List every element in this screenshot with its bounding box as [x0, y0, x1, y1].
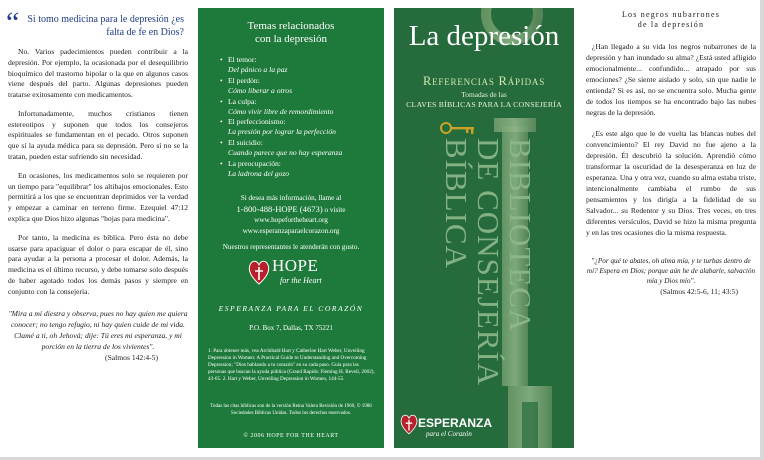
- vertical-series-text: DE CONSEJERÍA: [471, 138, 506, 387]
- scrollbar[interactable]: [760, 0, 764, 460]
- paragraph: ¿Han llegado a su vida los negros nubarrones de la depresión y han inundado su alma? ¿Está usted afligido emocionalmente... confundido... atrapado por sus emociones? ¿Se siente aislado y solo, sin que nadie le entienda? Si es así, no se encuentra solo. Mucha gente de todos los tiempos se ha encontrado bajo las nubes negras de la depresión.: [586, 41, 756, 117]
- list-item: • El perfeccionismo: La presión por lograr la perfección: [220, 117, 384, 137]
- topic-label: El suicidio:: [228, 138, 263, 148]
- list-item: • El perdón: Cómo liberar a otros: [220, 76, 384, 96]
- logo-subtext: for the Heart: [280, 276, 322, 285]
- topic-subtitle: La presión por lograr la perfección: [228, 127, 336, 137]
- topic-label: El temor:: [228, 55, 257, 65]
- series-subtitle: CLAVES BÍBLICAS PARA LA CONSEJERÍA: [406, 100, 562, 109]
- vertical-series-text: BIBLIOTECA: [503, 138, 538, 333]
- heart-icon: [400, 412, 418, 436]
- question-heading: Si tomo medicina para le depresión ¿es falta de fe en Dios?: [27, 14, 184, 38]
- publisher-tagline: para el Corazón: [426, 430, 472, 438]
- topic-label: El perfeccionismo:: [228, 117, 286, 127]
- website-link[interactable]: www.hopefortheheart.org: [254, 216, 328, 225]
- topic-subtitle: Del pánico a la paz: [228, 65, 288, 75]
- title-line: con la depresión: [254, 32, 328, 45]
- scripture-verse: "¿Por qué te abates, oh alma mía, y te turbas dentro de mí? Espera en Dios; porque aún he de alabarle, salvación mía y Dios mío".: [586, 256, 756, 285]
- list-item: • El suicidio: Cuando parece que no hay esperanza: [220, 138, 384, 158]
- hope-for-the-heart-logo: [248, 256, 338, 300]
- panel-medicine-question: [8, 8, 188, 448]
- list-item: • El temor: Del pánico a la paz: [220, 55, 384, 75]
- paragraph: Por tanto, la medicina es bíblica. Pero ésta no debe usarse para apaciguar el dolor o para escapar de él, sino para ayudar a la persona a procesar el dolor. Además, la medicina es el último recurso, y debe tomarse solo después de haber agotado todos los demás pasos y siempre en conjunto con la consejería.: [8, 232, 188, 296]
- series-subtitle: Tomadas de las: [461, 90, 507, 99]
- topic-subtitle: La ladrona del gozo: [228, 168, 290, 178]
- panel-dark-clouds: [586, 8, 756, 448]
- paragraph: Infortunadamente, muchos cristianos tienen estereotipos y suponen que todos los consejeros espirituales se fundamentan en el pecado. Otros suponen que sí la ayuda médica para su depresión. Pero sí no se la tratan, pueden estar sufriendo sin necesidad.: [8, 108, 188, 162]
- related-topics-title: [198, 20, 384, 45]
- topic-label: La preocupación:: [228, 158, 281, 168]
- phone-suffix: o visite: [322, 206, 346, 215]
- heading-line: de la depresión: [637, 20, 705, 30]
- paragraph: No. Varios padecimientos pueden contribuir a la depresión. Por ejemplo, la ocasionada por el desequilibrio bioquímico del trastorno bipolar o la que en algunos casos viene después del parto. Algunas depresiones pueden tratarse exitosamente con medicamentos.: [8, 47, 188, 100]
- quote-mark: “: [6, 6, 20, 39]
- bible-version-note: Todas las citas bíblicas son de la versión Reina Valera Revisión de 1960, © 1988 Sociedades Bíblicas Unidas. Todos los derechos reservados.: [210, 404, 372, 416]
- topic-subtitle: Cómo vivir libre de remordimiento: [228, 106, 334, 116]
- website-link[interactable]: www.esperanzaparaelcorazon.org: [242, 226, 340, 235]
- topic-label: La culpa:: [228, 96, 257, 106]
- topic-subtitle: Cuando parece que no hay esperanza: [228, 148, 343, 158]
- scripture-reference: (Salmos 142:4-5): [105, 352, 158, 362]
- paragraph: ¿Es este algo que le de vuelta las blancas nubes del convencimiento? El rey David no fue ajeno a la depresión. Él descubrió la solución. Aprendió cómo transformar la oscuridad de la desesperanza en luz de esperanza. Una y otra vez, cuando su alma estaba triste, intencionalmente cambiaba el rumbo de sus pensamientos y los dirigía a la fidelidad de su Salvador... su Redentor y su Dios. Tres veces, en tres diferentes versículos, David se hizo la misma pregunta y en las tres ocasiones dio la misma respuesta.: [586, 128, 756, 237]
- contact-intro: Si desea más información, llame al: [240, 193, 342, 202]
- title-line: Temas relacionados: [247, 20, 335, 32]
- topic-list: [220, 55, 384, 178]
- logo-text: HOPE: [272, 256, 319, 275]
- phone-number[interactable]: 1-800-488-HOPE (4673): [236, 204, 323, 215]
- list-item: • La culpa: Cómo vivir libre de remordimiento: [220, 97, 384, 117]
- address: P.O. Box 7, Dallas, TX 75221: [249, 324, 333, 332]
- publisher-name: ESPERANZA: [418, 416, 493, 430]
- tagline: ESPERANZA PARA EL CORAZÓN: [218, 304, 364, 313]
- series-title: Referencias Rápidas: [422, 74, 545, 88]
- footnote-references: 1. Para obtener más, vea Archibald Hart y Catherine Hart Weber, Unveiling Depression in Women: A Practical Guide to Understanding and Overcoming Depression; "Dios hablando a tu corazón" en su cada paso. Guía para las personas que buscan la ayuda pública (Grand Rapids: Fleming H. Revell, 2002), 43-65. 2. Hart y Weber, Unveiling Depression in Women, 144-55.: [208, 348, 375, 383]
- paragraph: En ocasiones, los medicamentos solo se requieren por un tiempo para "equilibrar" los altibajos emocionales. Esto permitirá a los que se encuentran deprimidos ver la verdad y empezar a caminar en terreno firme. Ezequiel 47:12 explica que Dios hizo algunas "hojas para medicina".: [8, 170, 188, 223]
- vertical-series-text: BÍBLICA: [439, 138, 474, 269]
- heart-icon: [248, 258, 270, 286]
- copyright: © 2006 HOPE FOR THE HEART: [243, 433, 339, 439]
- contact-note: Nuestros representantes le atenderán con gusto.: [222, 243, 360, 252]
- scripture-verse: "Mira a mi diestra y observa, pues no hay quien me quiera conocer; no tengo refugio, ni hay quien cuide de mi vida. Clamé a ti, oh Jehová; dije: Tú eres mi esperanza, y mi porción en la tierra de los vivientes".: [8, 309, 188, 351]
- topic-subtitle: Cómo liberar a otros: [228, 85, 293, 95]
- list-item: • La preocupación: La ladrona del gozo: [220, 159, 384, 179]
- topic-label: El perdón:: [228, 76, 260, 85]
- cover-title: La depresión: [408, 20, 560, 52]
- panel-related-topics: [198, 8, 384, 448]
- section-heading: [586, 10, 756, 31]
- gold-key-icon: [441, 123, 474, 134]
- panel-cover: [394, 8, 574, 448]
- heading-line: Los negros nubarrones: [621, 10, 721, 19]
- scripture-reference: (Salmos 42:5-6, 11; 43:5): [660, 287, 738, 297]
- esperanza-logo: [398, 408, 493, 444]
- contact-block: [198, 193, 384, 253]
